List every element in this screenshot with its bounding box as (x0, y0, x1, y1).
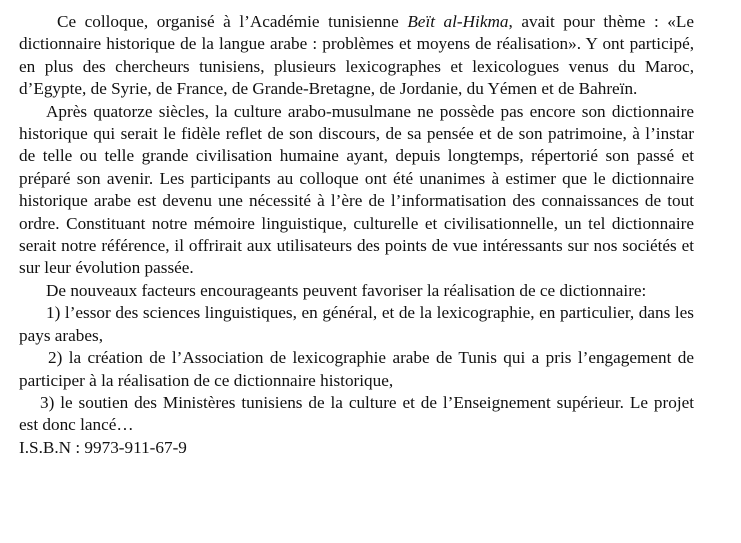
paragraph-intro (19, 11, 694, 101)
list-item: 1) l’essor des sciences linguistiques, en général, et de la lexicographie, en particulier, dans les pays arabes, (19, 303, 694, 345)
intro-text-end: , avait pour thème : «Le dictionnaire historique de la langue arabe : problèmes et moyens de réalisation». Y ont participé, en plus des chercheurs tunisiens, plusieurs lexicographes et lexicologues venus du Maroc, d’Egypte, de Syrie, de France, de Grande-Bretagne, de Jordanie, du Yémen et de Bahreïn. (19, 12, 694, 99)
intro-italic-name: Beït al-Hikma (407, 12, 509, 31)
list-item: 3) le soutien des Ministères tunisiens de la culture et de l’Enseignement supérieur. Le projet est donc lancé… (19, 392, 694, 435)
list-item: 2) la création de l’Association de lexicographie arabe de Tunis qui a pris l’engagement de participer à la réalisation de ce dictionnaire historique, (19, 348, 694, 390)
paragraph-context: Après quatorze siècles, la culture arabo-musulmane ne possède pas encore son dictionnaire historique qui serait le fidèle reflet de son discours, de sa pensée et de son patrimoine, à l’instar de telle ou telle grande civilisation humaine ayant, depuis longtemps, répertorié son passé et préparé son avenir. Les participants au colloque ont été unanimes à estimer que le dictionnaire historique arabe est devenu une nécessité à l’ère de l’informatisation des connaissances de tout ordre. Constituant notre mémoire linguistique, culturelle et civilisationnelle, un tel dictionnaire serait notre référence, il offrirait aux utilisateurs des points de vue intéressants sur nos sociétés et sur leur évolution passée. (19, 101, 694, 278)
document-page (19, 11, 694, 459)
paragraph-factors: De nouveaux facteurs encourageants peuvent favoriser la réalisation de ce dictionnaire: (46, 280, 647, 300)
intro-text-start: Ce colloque, organisé à l’Académie tunisienne (57, 12, 408, 31)
isbn-line: I.S.B.N : 9973-911-67-9 (19, 437, 187, 457)
